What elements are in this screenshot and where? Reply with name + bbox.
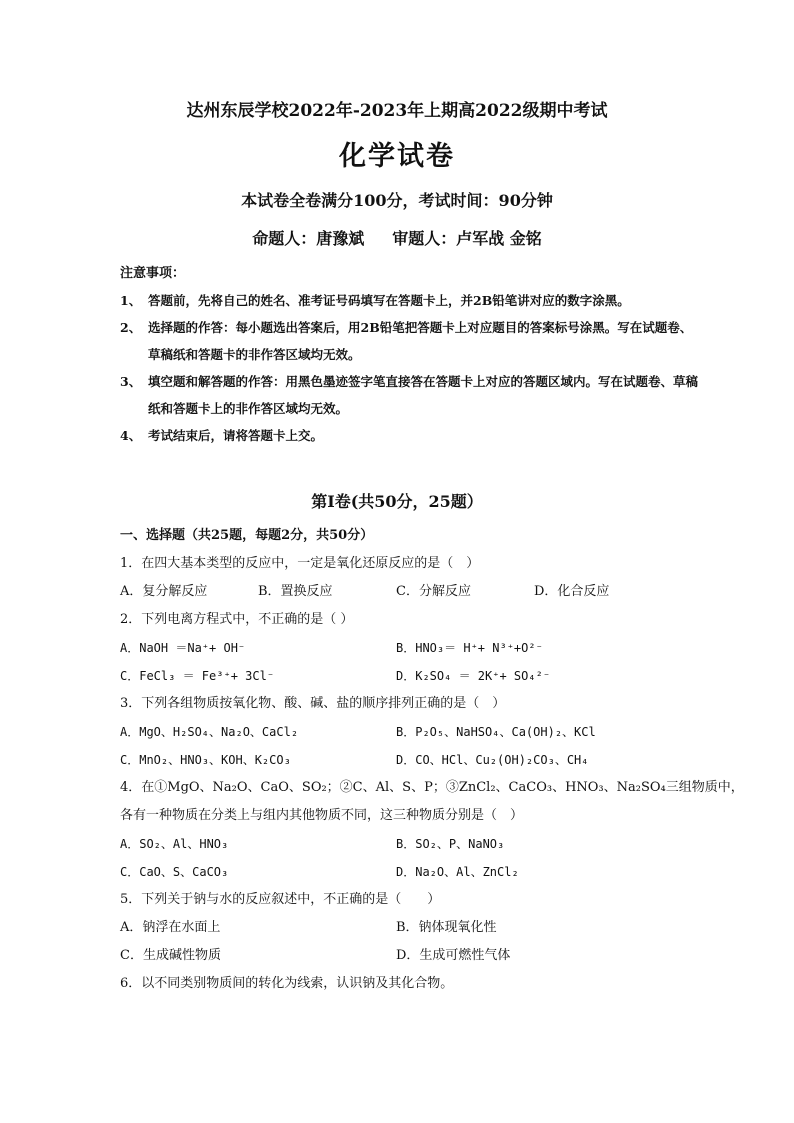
question-stem: 4．在①MgO、Na₂O、CaO、SO₂；②C、Al、S、P；③ZnCl₂、CaCO₃、HNO₃、Na₂SO₄三组物质中，	[120, 780, 744, 795]
option-b: B．P₂O₅、NaHSO₄、Ca(OH)₂、KCl	[396, 725, 596, 739]
option-b: B．置换反应	[258, 584, 333, 599]
option-row	[120, 718, 700, 746]
subject-title: 化学试卷	[339, 141, 455, 172]
option-row	[120, 634, 700, 662]
option-d: D．CO、HCl、Cu₂(OH)₂CO₃、CH₄	[396, 753, 589, 767]
notice-title: 注意事项：	[120, 266, 186, 281]
option-b: B．HNO₃＝ H⁺+ N³⁺+O²⁻	[396, 641, 543, 655]
option-d: D．化合反应	[534, 584, 610, 599]
option-row	[120, 942, 700, 970]
question-stem-continued: 各有一种物质在分类上与组内其他物质不同，这三种物质分别是（ ）	[120, 808, 524, 823]
part-one-title: 第Ⅰ卷(共50分，25题）	[311, 492, 483, 511]
option-d: D．K₂SO₄ ＝ 2K⁺+ SO₄²⁻	[396, 669, 551, 683]
option-row	[120, 858, 700, 886]
option-a: A．SO₂、Al、HNO₃	[120, 837, 229, 851]
option-c: C．生成碱性物质	[120, 948, 221, 963]
question-stem: 1．在四大基本类型的反应中，一定是氧化还原反应的是（ ）	[120, 556, 480, 571]
section-heading: 一、选择题（共25题，每题2分，共50分）	[120, 528, 374, 543]
option-b: B．SO₂、P、NaNO₃	[396, 837, 505, 851]
authors-line	[0, 226, 794, 249]
question-stem: 2．下列电离方程式中，不正确的是（ ）	[120, 612, 354, 627]
option-row	[120, 578, 700, 606]
notice-number: 3、	[120, 374, 142, 389]
option-d: D．生成可燃性气体	[396, 948, 511, 963]
notice-item	[120, 314, 700, 368]
notice-item	[120, 368, 700, 422]
notice-text: 选择题的作答：每小题选出答案后，用2B铅笔把答题卡上对应题目的答案标号涂黑。写在试题卷、草稿纸和答题卡的非作答区域均无效。	[148, 320, 693, 362]
option-c: C．MnO₂、HNO₃、KOH、K₂CO₃	[120, 753, 291, 767]
option-c: C．FeCl₃ ＝ Fe³⁺+ 3Cl⁻	[120, 669, 275, 683]
option-c: C．CaO、S、CaCO₃	[120, 865, 229, 879]
school-exam-title: 达州东辰学校2022年-2023年上期高2022级期中考试	[186, 101, 608, 121]
option-c: C．分解反应	[396, 584, 471, 599]
notice-number: 2、	[120, 320, 142, 335]
option-a: A．钠浮在水面上	[120, 920, 221, 935]
option-d: D．Na₂O、Al、ZnCl₂	[396, 865, 519, 879]
notice-item	[120, 422, 700, 449]
option-a: A．MgO、H₂SO₄、Na₂O、CaCl₂	[120, 725, 299, 739]
author-label: 命题人：唐豫斌	[252, 229, 365, 248]
notice-text: 答题前，先将自己的姓名、准考证号码填写在答题卡上，并2B铅笔讲对应的数字涂黑。	[148, 293, 630, 308]
question-list	[120, 522, 744, 998]
notice-list	[120, 287, 700, 449]
score-time-line: 本试卷全卷满分100分，考试时间：90分钟	[241, 191, 553, 210]
notice-number: 4、	[120, 428, 142, 443]
question-stem: 3．下列各组物质按氧化物、酸、碱、盐的顺序排列正确的是（ ）	[120, 696, 506, 711]
option-row	[120, 914, 700, 942]
option-row	[120, 746, 700, 774]
notice-text: 填空题和解答题的作答：用黑色墨迹签字笔直接答在答题卡上对应的答题区域内。写在试题卷、草稿纸和答题卡上的非作答区域均无效。	[148, 374, 699, 416]
question-stem: 6．以不同类别物质间的转化为线索，认识钠及其化合物。	[120, 976, 454, 991]
reviewer-label: 审题人：卢军战 金铭	[392, 229, 542, 248]
option-a: A．复分解反应	[120, 584, 208, 599]
notice-item	[120, 287, 700, 314]
option-row	[120, 662, 700, 690]
notice-number: 1、	[120, 293, 142, 308]
option-a: A．NaOH ＝Na⁺+ OH⁻	[120, 641, 246, 655]
option-row	[120, 830, 700, 858]
option-b: B．钠体现氧化性	[396, 920, 497, 935]
question-stem: 5．下列关于钠与水的反应叙述中，不正确的是（ ）	[120, 892, 441, 907]
notice-text: 考试结束后，请将答题卡上交。	[148, 428, 324, 443]
